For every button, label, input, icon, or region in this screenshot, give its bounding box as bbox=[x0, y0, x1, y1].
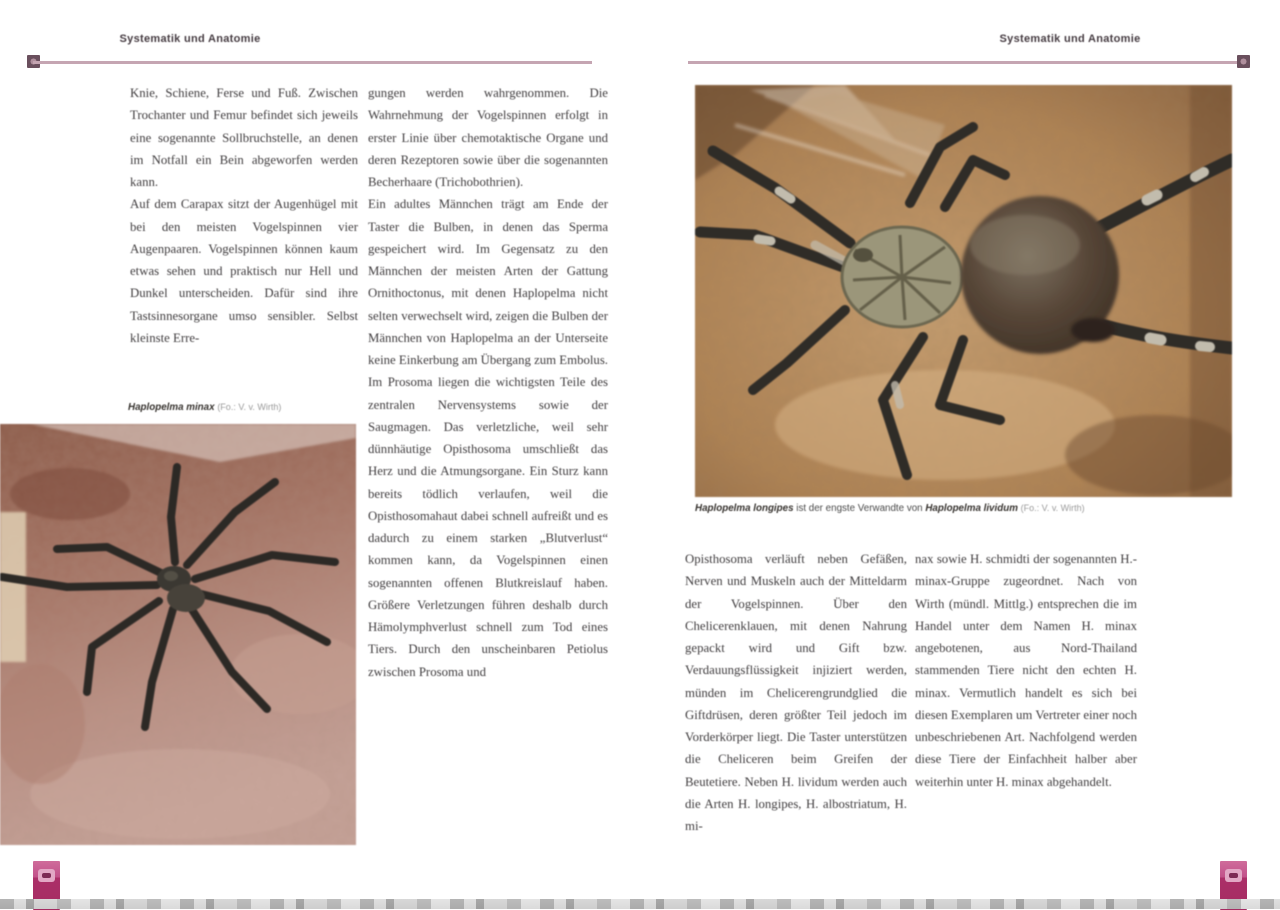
paragraph: gungen werden wahrgenommen. Die Wahrnehmung der Vogelspinnen erfolgt in erster Linie über chemotaktische Organe und deren Rezeptoren sowie über die sogenannten Becherhaare (Trichobothrien). bbox=[368, 86, 608, 189]
right-column-1 bbox=[685, 548, 907, 837]
left-header-rule bbox=[33, 61, 592, 64]
right-header-ornament-icon bbox=[1237, 55, 1250, 68]
species-name: Haplopelma minax bbox=[128, 402, 215, 413]
right-header-rule bbox=[688, 61, 1240, 64]
left-tab-ornament-icon bbox=[38, 869, 55, 882]
photo-credit: (Fo.: V. v. Wirth) bbox=[1020, 503, 1085, 513]
paragraph: Im Prosoma liegen die wichtigsten Teile des zentralen Nervensystems sowie der Saugmagen. Das verletzliche, weil sehr dünnhäutige Opisthosoma umschließt das Herz und die Atmungsorgane. Ein Sturz kann bereits tödlich verlaufen, weil die Opisthosomahaut dabei schnell aufreißt und es dadurch zu einem starken „Blutverlust“ kommen kann, da Vogelspinnen einen sogenannten offenen Blutkreislauf haben. Größere Verletzungen führen deshalb durch Hämolymphverlust schnell zum Tod eines Tiers. Durch den unscheinbaren Petiolus zwischen Prosoma und bbox=[368, 375, 608, 679]
paragraph: nax sowie H. schmidti der sogenannten H.-minax-Gruppe zugeordnet. Nach von Wirth (mündl. Mittlg.) entsprechen die im Handel unter dem Namen H. minax angebotenen, aus Nord-Thailand stammenden Tiere nicht den echten H. minax. Vermutlich handelt es sich bei diesen Exemplaren um Vertreter einer noch unbeschriebenen Art. Nachfolgend werden diese Tiere der Einfachheit halber aber weiterhin unter H. minax abgehandelt. bbox=[915, 552, 1137, 789]
right-tab-ornament-icon bbox=[1225, 869, 1242, 882]
right-photo-caption bbox=[695, 503, 1085, 514]
paragraph: Opisthosoma verläuft neben Gefäßen, Nerven und Muskeln auch der Mitteldarm der Vogelspinnen. Über den Chelicerenklauen, mit denen Nahrung gepackt wird und Gift bzw. Verdauungsflüssigkeit injiziert werden, münden im Chelicerengrundglied die Giftdrüsen, deren größter Teil jedoch im Vorderkörper liegt. Die Taster unterstützen die Cheliceren beim Greifen der Beutetiere. Neben H. lividum werden auch die Arten H. longipes, H. albostriatum, H. mi- bbox=[685, 552, 907, 833]
caption-text: ist der engste Verwandte von bbox=[796, 503, 923, 514]
paragraph: Ein adultes Männchen trägt am Ende der Taster die Bulben, in denen das Sperma gespeichert wird. Im Gegensatz zu den Männchen der meisten Arten der Gattung Ornithoctonus, mit denen Haplopelma nicht selten verwechselt wird, zeigen die Bulben der Männchen von Haplopelma an der Unterseite keine Einkerbung am Übergang zum Embolus. bbox=[368, 197, 609, 367]
right-column-2 bbox=[915, 548, 1137, 793]
paragraph: Knie, Schiene, Ferse und Fuß. Zwischen Trochanter und Femur befindet sich jeweils eine sogenannte Sollbruchstelle, an denen im Notfall ein Bein abgeworfen werden kann. bbox=[130, 86, 358, 189]
right-photo-haplopelma-longipes bbox=[695, 85, 1232, 497]
left-column-2 bbox=[368, 82, 608, 683]
paragraph: Auf dem Carapax sitzt der Augenhügel mit bei den meisten Vogelspinnen vier Augenpaaren. Vogelspinnen können kaum etwas sehen und praktisch nur Hell und Dunkel unterscheiden. Dafür sind ihre Tastsinnesorgane umso sensibler. Selbst kleinste Erre- bbox=[130, 197, 358, 345]
right-running-head: Systematik und Anatomie bbox=[999, 33, 1141, 45]
left-column-1 bbox=[130, 82, 358, 349]
left-running-head: Systematik und Anatomie bbox=[119, 33, 261, 45]
spider-abdomen bbox=[961, 196, 1119, 354]
species-name: Haplopelma longipes bbox=[695, 503, 794, 514]
left-photo-tarantula-on-red-rock bbox=[0, 424, 356, 845]
bottom-cutoff-strip bbox=[0, 899, 1280, 909]
species-name: Haplopelma lividum bbox=[925, 503, 1018, 514]
spider-carapace bbox=[842, 227, 962, 327]
left-photo-caption bbox=[128, 402, 281, 413]
photo-credit: (Fo.: V. v. Wirth) bbox=[217, 402, 282, 412]
